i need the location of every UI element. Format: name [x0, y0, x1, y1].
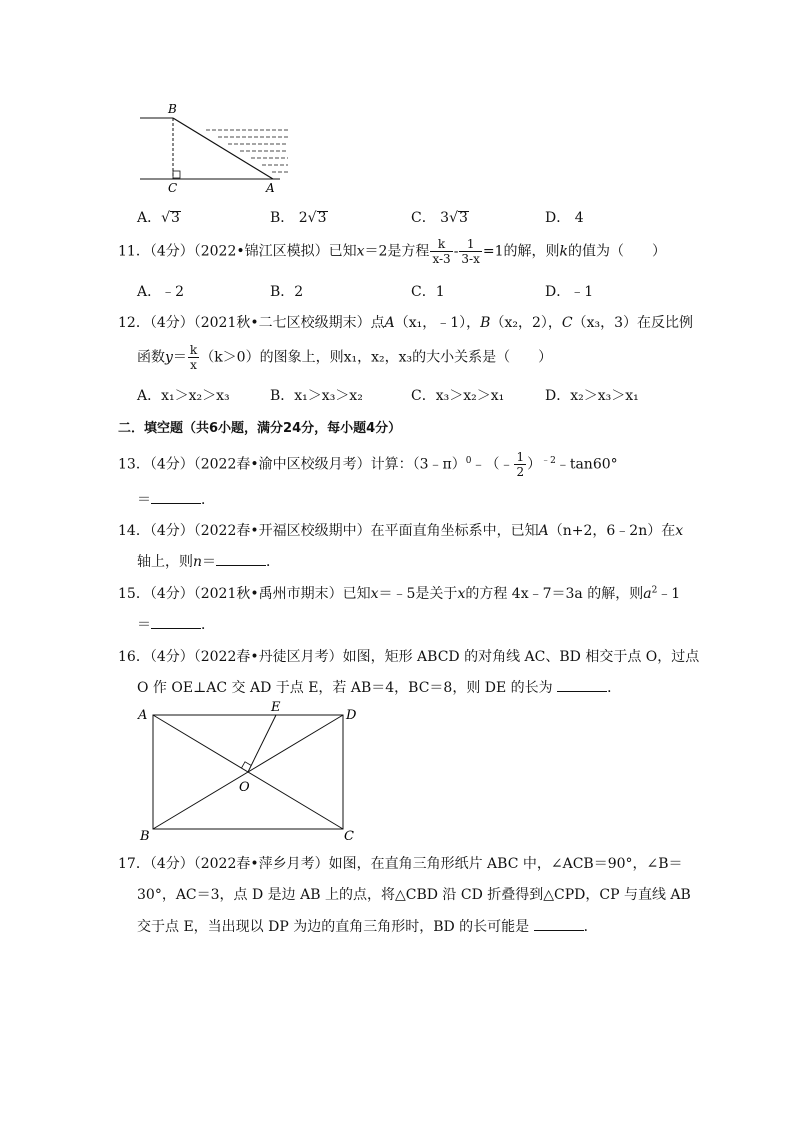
- label-B: B: [140, 829, 150, 844]
- q13-answer-blank[interactable]: [151, 493, 201, 504]
- q11-option-b: B．2: [270, 284, 304, 300]
- q16-figure: [135, 698, 365, 848]
- q12-option-d: D．x₂＞x₃＞x₁: [545, 388, 639, 404]
- q11-option-c: C．1: [411, 284, 445, 300]
- q13-stem-line1: 13．（4分）（2022春•渝中区校级月考）计算：（3﹣π）$^0$﹣（﹣ $\frac{1}{2}$ ）$^{﹣2}$﹣tan60°: [118, 450, 618, 479]
- q12-option-b: B．x₁＞x₃＞x₂: [270, 388, 363, 404]
- label-D: D: [346, 708, 357, 723]
- q16-stem-line2: O 作 OE⊥AC 交 AD 于点 E，若 AB＝4，BC＝8，则 DE 的长为 ．: [137, 680, 622, 696]
- q11-option-a: A．﹣2: [137, 284, 185, 300]
- q15-stem-line1: 15．（4分）（2021秋•禹州市期末）已知x＝﹣5是关于x的方程 4x﹣7＝3a 的解，则$a^2﹣1$: [118, 585, 681, 602]
- label-C: C: [344, 829, 354, 844]
- q10-option-d: D． 4: [545, 210, 584, 226]
- water-dashed-lines: [206, 130, 288, 172]
- q15-answer-blank[interactable]: [151, 618, 201, 629]
- q14-stem-line1: 14．（4分）（2022春•开福区校级期中）在平面直角坐标系中，已知A（n+2，6﹣2n）在x: [118, 523, 684, 539]
- q17-stem-line3: 交于点 E，当出现以 DP 为边的直角三角形时，BD 的长可能是 ．: [137, 919, 598, 935]
- q16-answer-blank[interactable]: [557, 681, 607, 692]
- q16-stem-line1: 16．（4分）（2022春•丹徒区月考）如图，矩形 ABCD 的对角线 AC、BD 相交于点 O，过点: [118, 649, 700, 665]
- q15-answer-line: ＝ ．: [137, 617, 215, 633]
- q17-stem-line2: 30°，AC＝3，点 D 是边 AB 上的点，将△CBD 沿 CD 折叠得到△CPD，CP 与直线 AB: [137, 887, 691, 903]
- right-angle-mark: [173, 171, 180, 178]
- q13-answer-line: ＝ ．: [137, 492, 215, 508]
- q10-option-a: A．√3: [137, 210, 180, 226]
- q12-stem-line1: 12．（4分）（2021秋•二七区校级期末）点A（x₁，﹣1），B（x₂，2），C（x₃，3）在反比例: [118, 315, 694, 331]
- q10-option-c: C． 3√3: [411, 210, 468, 226]
- q17-answer-blank[interactable]: [534, 920, 584, 931]
- slope-line: [173, 118, 273, 179]
- label-A: A: [266, 181, 275, 195]
- label-B: B: [168, 102, 177, 116]
- q14-answer-blank[interactable]: [216, 555, 266, 566]
- q17-stem-line1: 17．（4分）（2022春•萍乡月考）如图，在直角三角形纸片 ABC 中，∠ACB＝90°，∠B＝: [118, 856, 683, 872]
- q12-option-a: A．x₁＞x₂＞x₃: [137, 388, 230, 404]
- q14-answer-line: 轴上，则n＝ ．: [137, 554, 281, 570]
- q12-stem-line2: 函数y＝ $\frac{k}{x}$ （k＞0）的图象上，则x₁，x₂，x₃的大小关系是（ ）: [137, 343, 553, 372]
- label-A: A: [138, 708, 148, 723]
- q11-option-d: D．﹣1: [545, 284, 594, 300]
- label-O: O: [239, 780, 250, 795]
- label-E: E: [271, 700, 281, 715]
- q11-stem: 11．（4分）（2022•锦江区模拟）已知x＝2是方程 $\frac{k}{x-3}$ - $\frac{1}{3-x}$ =1的解，则k的值为（ ）: [118, 237, 667, 266]
- q10-figure: [140, 100, 300, 195]
- q10-option-b: B． 2√3: [270, 210, 327, 226]
- section-title-fill-blank: 二．填空题（共6小题，满分24分，每小题4分）: [118, 421, 402, 436]
- q12-option-c: C．x₃＞x₂＞x₁: [411, 388, 505, 404]
- label-C: C: [168, 181, 178, 195]
